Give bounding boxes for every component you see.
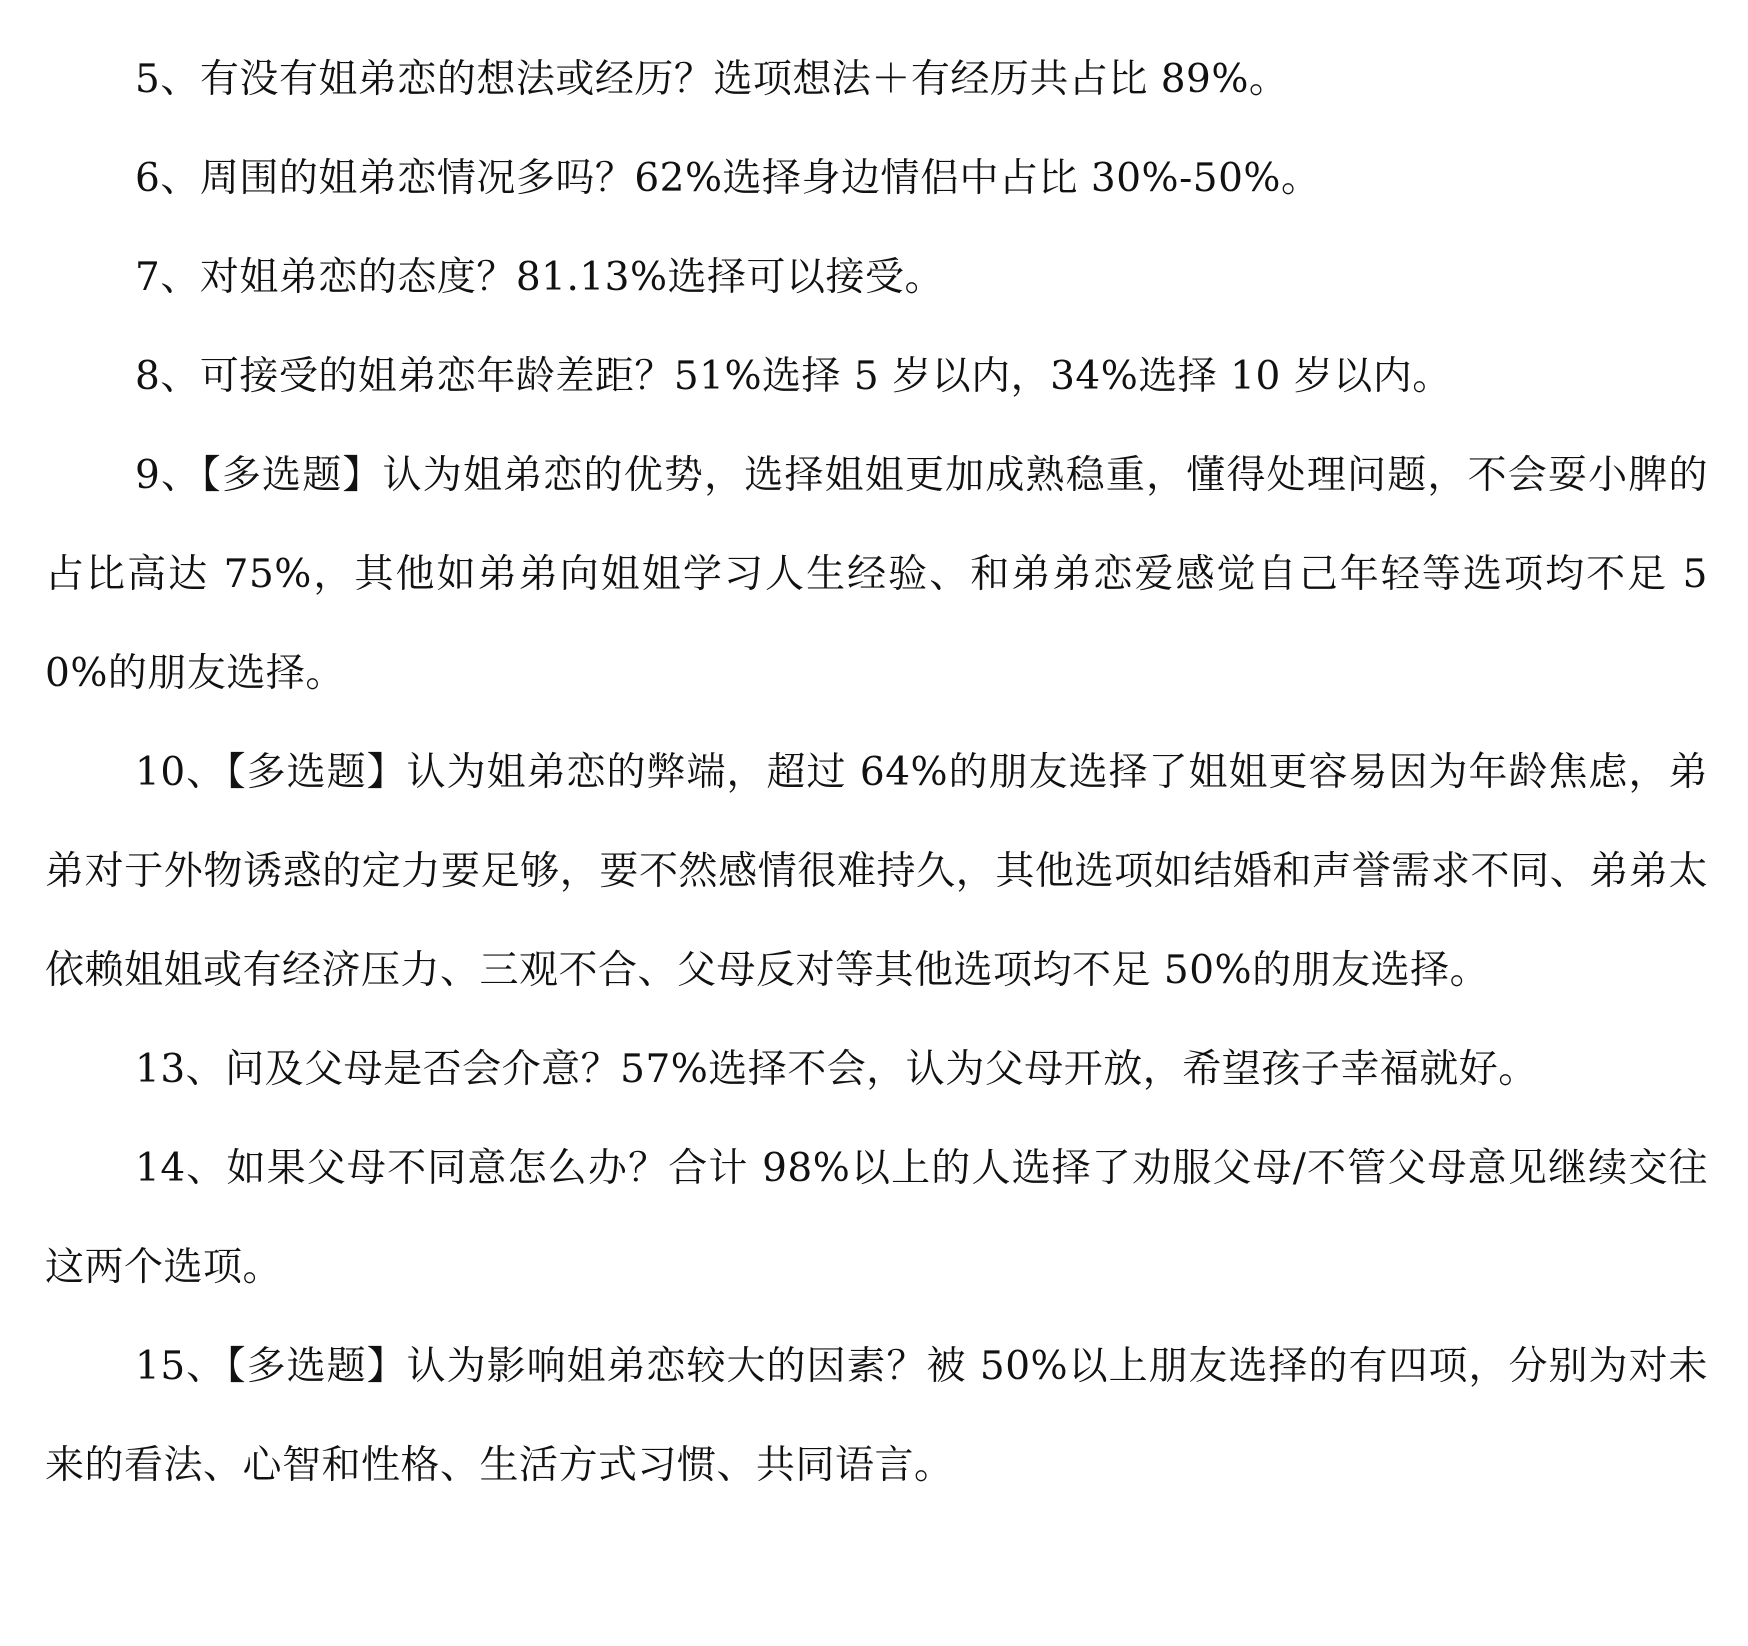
paragraph-item-7: 7、对姐弟恋的态度？81.13%选择可以接受。 [135,255,945,300]
paragraph-item-6: 6、周围的姐弟恋情况多吗？62%选择身边情侣中占比 30%-50%。 [135,156,1321,201]
paragraph-item-15: 15、【多选题】认为影响姐弟恋较大的因素？被 50%以上朋友选择的有四项，分别为对未来的看法、心智和性格、生活方式习惯、共同语言。 [45,1344,1708,1488]
paragraph-item-13: 13、问及父母是否会介意？57%选择不会，认为父母开放，希望孩子幸福就好。 [135,1047,1538,1092]
paragraph-item-5: 5、有没有姐弟恋的想法或经历？选项想法＋有经历共占比 89%。 [135,57,1289,102]
paragraph-item-8: 8、可接受的姐弟恋年龄差距？51%选择 5 岁以内，34%选择 10 岁以内。 [135,354,1452,399]
paragraph-item-10: 10、【多选题】认为姐弟恋的弊端，超过 64%的朋友选择了姐姐更容易因为年龄焦虑，弟弟对于外物诱惑的定力要足够，要不然感情很难持久，其他选项如结婚和声誉需求不同、弟弟太依赖姐姐或有经济压力、三观不合、父母反对等其他选项均不足 50%的朋友选择。 [45,750,1708,993]
paragraph-item-14: 14、如果父母不同意怎么办？合计 98%以上的人选择了劝服父母/不管父母意见继续交往这两个选项。 [45,1146,1708,1290]
paragraph-item-9: 9、【多选题】认为姐弟恋的优势，选择姐姐更加成熟稳重，懂得处理问题，不会耍小脾的占比高达 75%，其他如弟弟向姐姐学习人生经验、和弟弟恋爱感觉自己年轻等选项均不足 50%的朋友选择。 [45,453,1708,696]
document-body [45,30,1708,1515]
